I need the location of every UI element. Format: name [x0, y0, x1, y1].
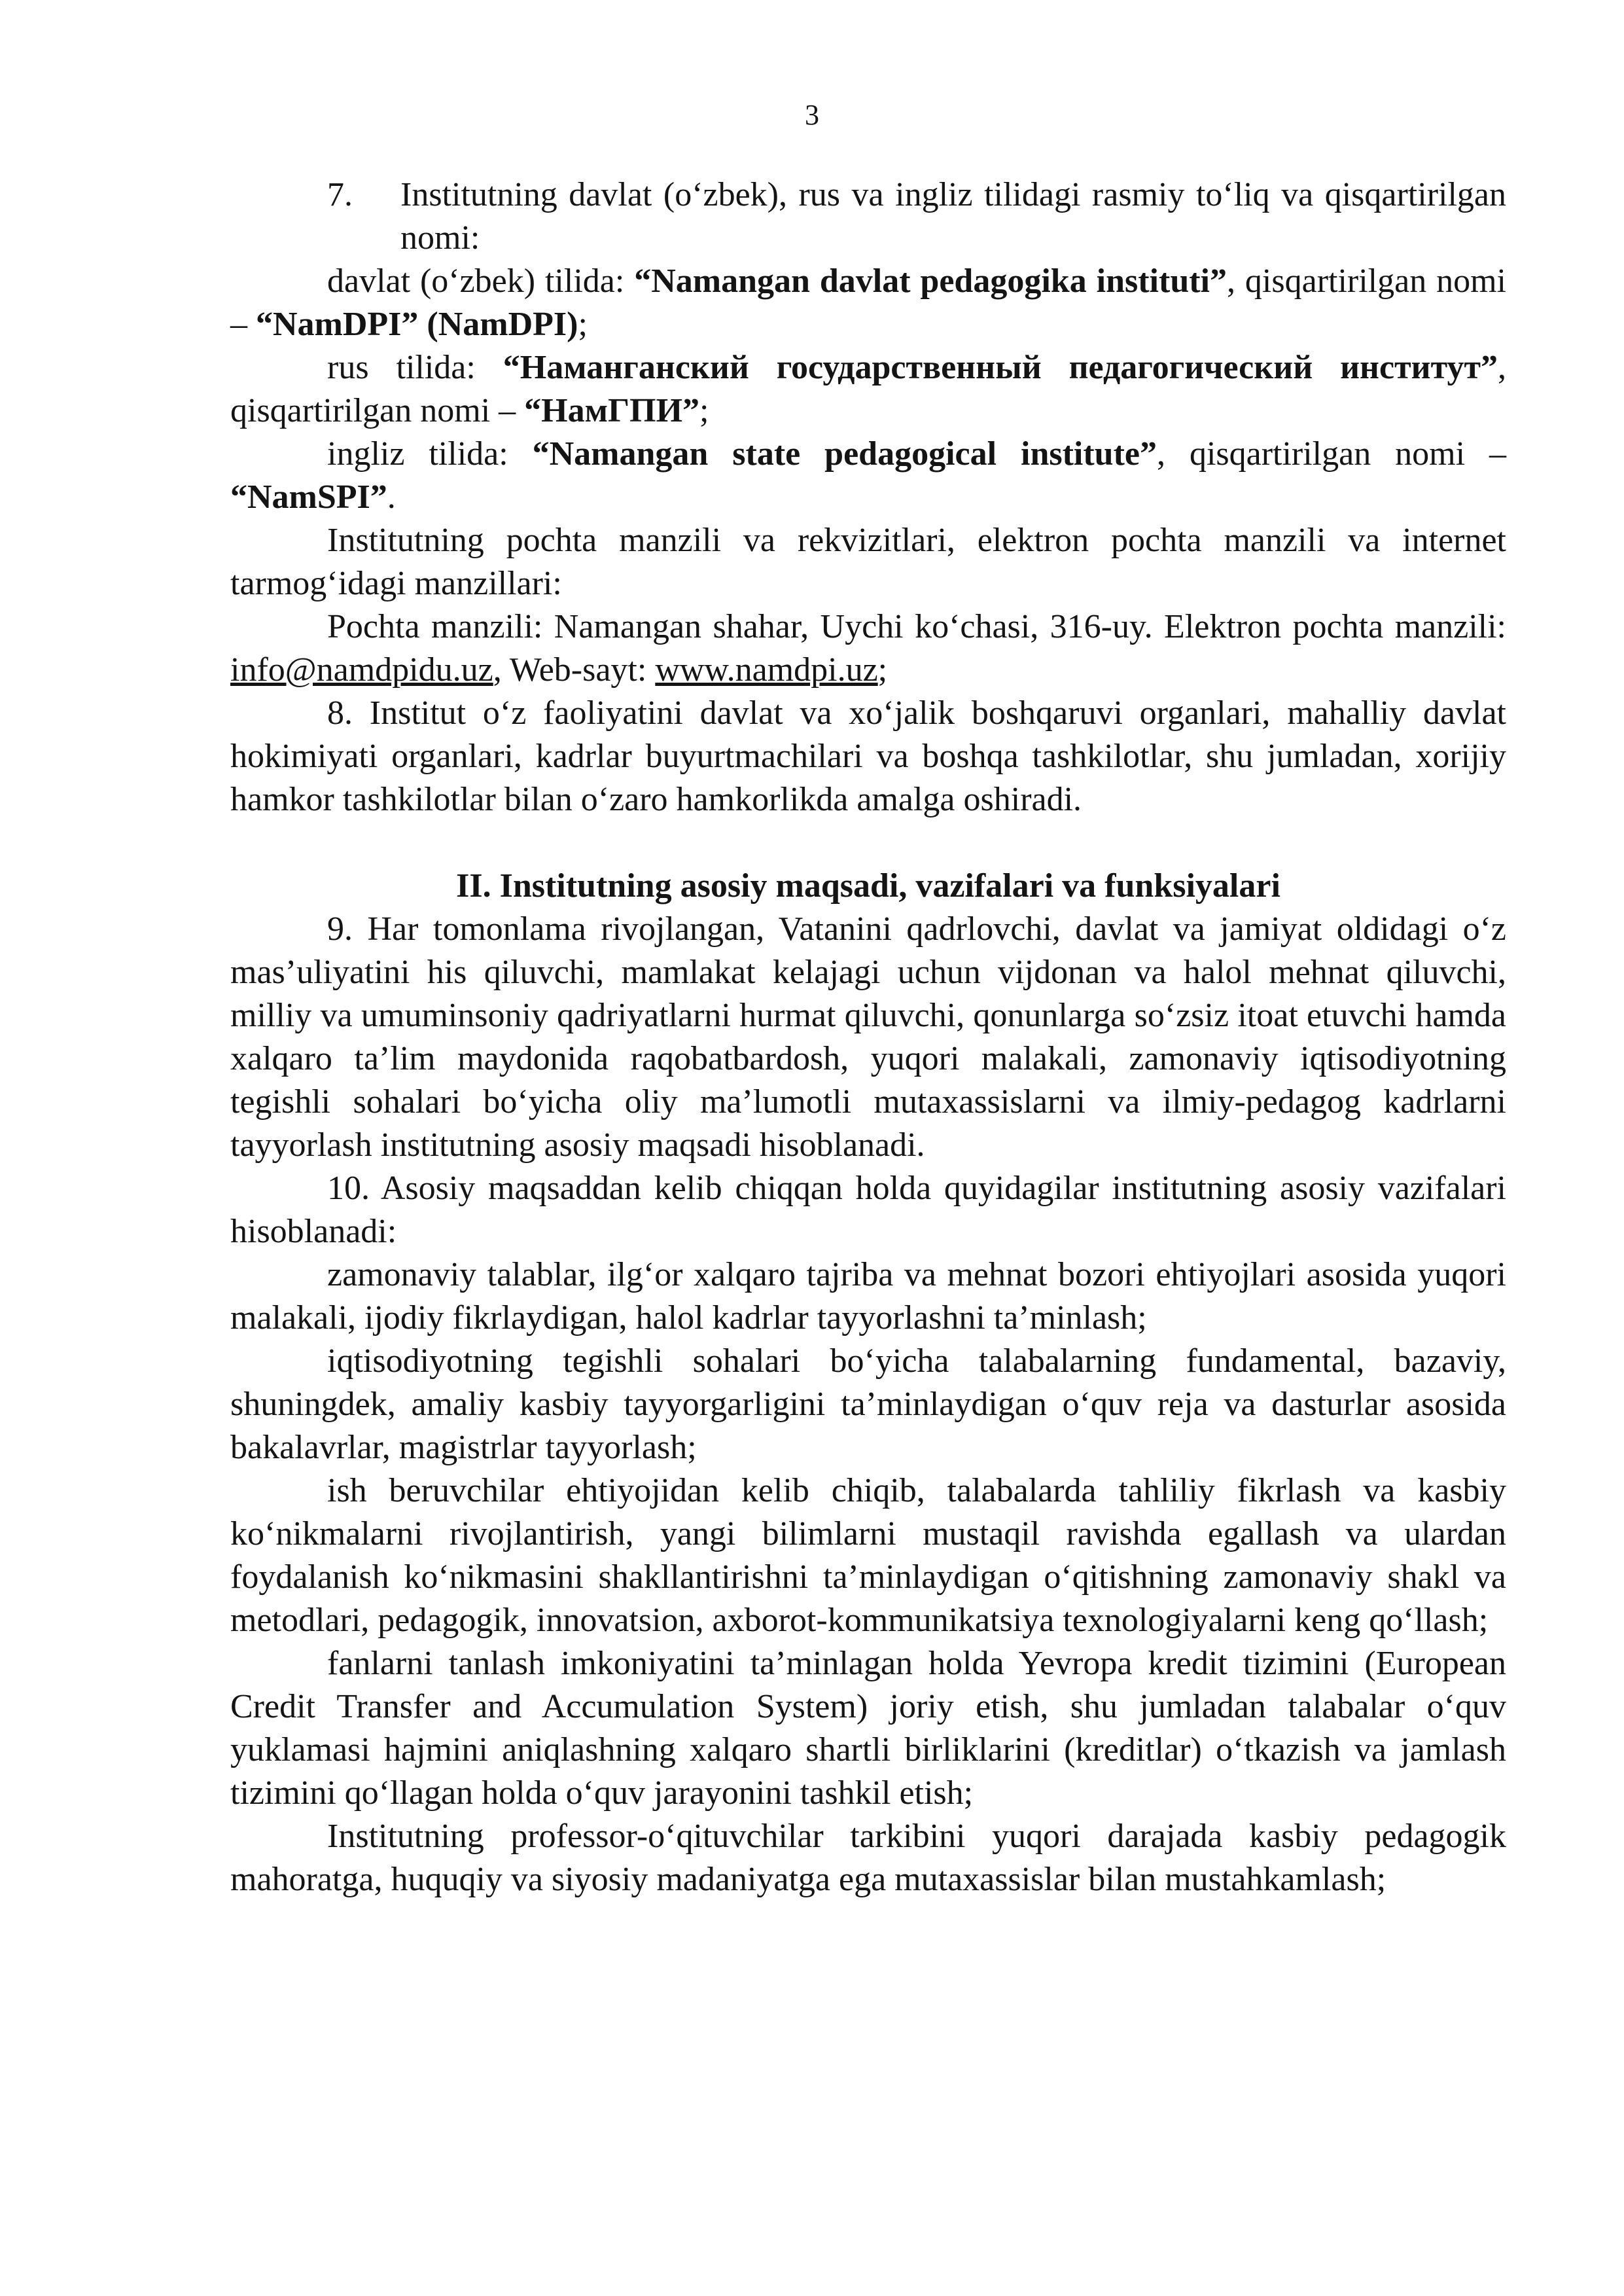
- name-english-prefix: ingliz tilida:: [327, 435, 533, 473]
- name-uzbek-end: ;: [578, 306, 588, 343]
- website-label: , Web-sayt:: [493, 651, 656, 689]
- clause-8: 8. Institut o‘z faoliyatini davlat va xo‘jalik boshqaruvi organlari, mahalliy davlat hokimiyati organlari, kadrlar buyurtmachilari va boshqa tashkilotlar, shu jumladan, xorijiy hamkor tashkilotlar bilan o‘zaro hamkorlikda amalga oshiradi.: [230, 694, 1506, 818]
- contacts-address-text: Pochta manzili: Namangan shahar, Uychi ko‘chasi, 316-uy. Elektron pochta manzili:: [327, 608, 1506, 645]
- name-english: [230, 433, 1506, 519]
- name-uzbek-mid: , qisqartirilgan nomi –: [230, 262, 1506, 343]
- clause-9: 9. Har tomonlama rivojlangan, Vatanini qadrlovchi, davlat va jamiyat oldidagi o‘z mas’uliyatini his qiluvchi, mamlakat kelajagi uchun vijdonan va halol mehnat qiluvchi, milliy va umuminsoniy qadriyatlarni hurmat qiluvchi, qonunlarga so‘zsiz itoat etuvchi hamda xalqaro ta’lim maydonida raqobatbardosh, yuqori malakali, zamonaviy iqtisodiyotning tegishli sohalari bo‘yicha oliy ma’lumotli mutaxassislarni va ilmiy-pedagog kadrlarni tayyorlash institutning asosiy maqsadi hisoblanadi.: [230, 910, 1506, 1164]
- name-russian-short: “НамГПИ”: [524, 392, 700, 429]
- page-number: 3: [805, 99, 819, 131]
- name-russian-prefix: rus tilida:: [327, 349, 503, 386]
- section-2-heading: II. Institutning asosiy maqsadi, vazifalari va funksiyalari: [456, 867, 1280, 905]
- task-paragraph: fanlarni tanlash imkoniyatini ta’minlagan holda Yevropa kredit tizimini (European Credit Transfer and Accumulation System) joriy etish, shu jumladan talabalar o‘quv yuklamasi hajmini aniqlashning xalqaro shartli birliklarini (kreditlar) o‘tkazish va jamlash tizimini qo‘llagan holda o‘quv jarayonini tashkil etish;: [230, 1645, 1506, 1812]
- name-russian: [230, 346, 1506, 433]
- task-paragraph: zamonaviy talablar, ilg‘or xalqaro tajriba va mehnat bozori ehtiyojlari asosida yuqori malakali, ijodiy fikrlaydigan, halol kadrlar tayyorlashni ta’minlash;: [230, 1256, 1506, 1336]
- name-russian-mid: , qisqartirilgan nomi –: [230, 349, 1506, 429]
- name-english-short: “NamSPI”: [230, 478, 387, 516]
- name-english-full: “Namangan state pedagogical institute”: [532, 435, 1157, 473]
- name-russian-end: ;: [699, 392, 709, 429]
- clause-10: 10. Asosiy maqsaddan kelib chiqqan holda quyidagilar institutning asosiy vazifalari hisoblanadi:: [230, 1170, 1506, 1250]
- website-link[interactable]: www.namdpi.uz: [655, 651, 878, 689]
- email-link[interactable]: info@namdpidu.uz: [230, 651, 493, 689]
- name-uzbek-full: “Namangan davlat pedagogika instituti”: [634, 262, 1227, 300]
- name-english-end: .: [387, 478, 396, 516]
- name-uzbek-short: “NamDPI” (NamDPI): [256, 306, 578, 343]
- contacts-end: ;: [877, 651, 888, 689]
- clause-7-text: Institutning davlat (o‘zbek), rus va ingliz tilidagi rasmiy to‘liq va qisqartirilgan nomi:: [400, 176, 1506, 257]
- clause-7-number: 7.: [327, 176, 353, 213]
- clause-7: [230, 173, 1506, 260]
- task-paragraph: Institutning professor-o‘qituvchilar tarkibini yuqori darajada kasbiy pedagogik mahoratga, huquqiy va siyosiy madaniyatga ega mutaxassislar bilan mustahkamlash;: [230, 1818, 1506, 1898]
- name-uzbek-prefix: davlat (o‘zbek) tilida:: [327, 262, 635, 300]
- document-body: [230, 173, 1506, 1901]
- contacts-intro: Institutning pochta manzili va rekvizitlari, elektron pochta manzili va internet tarmog‘idagi manzillari:: [230, 522, 1506, 602]
- name-uzbek: [230, 260, 1506, 346]
- name-russian-full: “Наманганский государственный педагогический институт”: [503, 349, 1498, 386]
- name-english-mid: , qisqartirilgan nomi –: [1157, 435, 1506, 473]
- task-paragraph: iqtisodiyotning tegishli sohalari bo‘yicha talabalarning fundamental, bazaviy, shuningdek, amaliy kasbiy tayyorgarligini ta’minlaydigan o‘quv reja va dasturlar asosida bakalavrlar, magistrlar tayyorlash;: [230, 1342, 1506, 1466]
- task-paragraph: ish beruvchilar ehtiyojidan kelib chiqib, talabalarda tahliliy fikrlash va kasbiy ko‘nikmalarni rivojlantirish, yangi bilimlarni mustaqil ravishda egallash va ulardan foydalanish ko‘nikmasini shakllantirishni ta’minlaydigan o‘qitishning zamonaviy shakl va metodlari, pedagogik, innovatsion, axborot-kommunikatsiya texnologiyalarni keng qo‘llash;: [230, 1472, 1506, 1639]
- contacts-address: [230, 605, 1506, 692]
